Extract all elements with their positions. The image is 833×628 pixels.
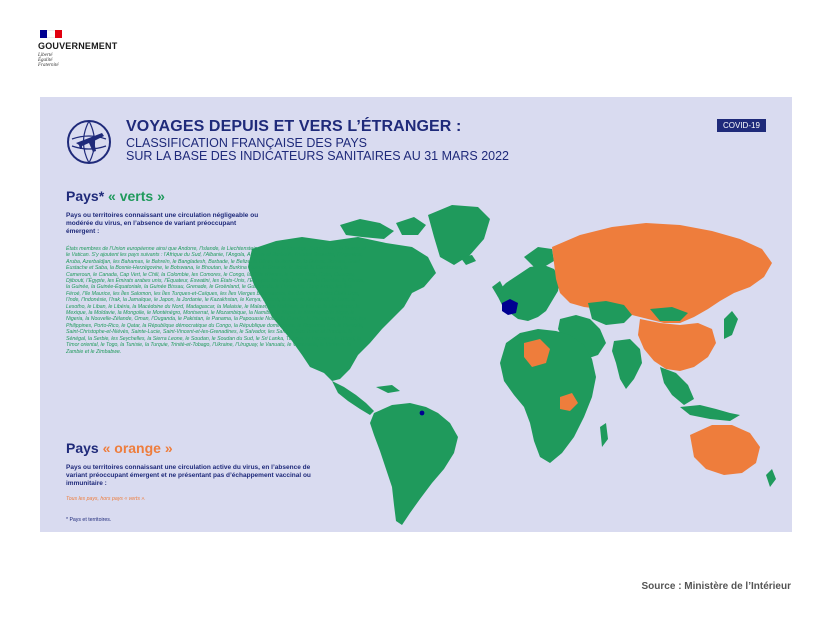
- motto-line: Liberté: [38, 53, 53, 58]
- greenland: [428, 205, 490, 265]
- orange-country-list: Tous les pays, hors pays « verts ».: [66, 496, 146, 502]
- heading-accent: « orange »: [102, 440, 173, 456]
- page-title: VOYAGES DEPUIS ET VERS L’ÉTRANGER :: [126, 118, 462, 135]
- org-name: GOUVERNEMENT: [38, 41, 118, 51]
- covid-badge: COVID-19: [717, 119, 766, 132]
- arctic-islands: [396, 217, 426, 235]
- india: [612, 339, 642, 389]
- japan: [724, 311, 738, 339]
- indonesia: [680, 405, 740, 421]
- heading-prefix: Pays: [66, 440, 103, 456]
- orange-description: Pays ou territoires connaissant une circulation active du virus, en l’absence de variant préoccupant émergent et ne présentant pas d’échappement vaccinal ou immunitaire :: [66, 464, 311, 487]
- south-america: [370, 403, 458, 525]
- new-zealand: [766, 469, 776, 487]
- plane-globe-icon: [66, 119, 112, 165]
- source-credit: Source : Ministère de l’Intérieur: [641, 581, 791, 592]
- australia: [690, 425, 760, 475]
- caribbean: [376, 385, 400, 393]
- arctic-islands: [340, 219, 394, 239]
- east-asia: [638, 319, 716, 371]
- french-guiana: [420, 411, 425, 416]
- government-logo: [38, 30, 158, 68]
- subtitle-line: SUR LA BASE DES INDICATEURS SANITAIRES AU 31 MARS 2022: [126, 149, 509, 163]
- subtitle-line: CLASSIFICATION FRANÇAISE DES PAYS: [126, 136, 368, 150]
- southeast-asia: [660, 367, 694, 405]
- french-flag-icon: [40, 30, 62, 38]
- motto-line: Fraternité: [38, 63, 59, 68]
- heading-accent: « verts »: [108, 188, 165, 204]
- heading-prefix: Pays*: [66, 188, 109, 204]
- page-subtitle: [126, 137, 586, 163]
- motto: [38, 53, 158, 68]
- green-country-list: États membres de l’Union européenne ainsi que Andorre, l’Islande, le Liechtenstein, Monaco, la Norvège, Saint-Marin, la Suisse et le Vatican. S’y ajoutent les pays suivants : l’Afrique du Sud, l’Albanie, l’Angola, Antigua-et-Barbuda, l’Arabie Saoudite, l’Argentine, Aruba, Azerbaïdjan, les Bahamas, le Bahreïn, le Bangladesh, Barbade, le Belize, le Bénin, la Birmanie, la Bolivie, Bonaire, Saint-Eustache et Saba, la Bosnie-Herzégovine, le Botswana, le Bhoutan, le Burkina Faso, le Burundi, le Brésil, le Cambodge, le Cameroun, le Canada, Cap Vert, le Chili, la Colombie, les Comores, le Congo, la Côte d’Ivoire, le Costa-Rica, Cuba, Curaçao, Djibouti, l’Égypte, les Émirats arabes unis, l’Équateur, Eswatini, les États-Unis, l’Éthiopie, les Fidji, le Gabon, la Gambie, le Ghana, la Guinée, la Guinée-Équatoriale, la Guinée Bissau, Grenade, le Groënland, le Guatemala, le Honduras, Hong-Kong, les Îles Féroé, l’île Maurice, les Îles Salomon, les Îles Turques-et-Caïques, les Îles Vierges britanniques, les Îles Vierges des États-Unis, l’Inde, l’Indonésie, l’Irak, la Jamaïque, le Japon, la Jordanie, le Kazakhstan, le Kenya, Kiribati, le Kosovo, le Koweït, le Laos, le Lesotho, le Liban, le Libéria, la Macédoine du Nord, Madagascar, la Malaisie, le Malawi, les Maldives, le Maroc, la Mauritanie, le Mexique, la Moldavie, la Mongolie, le Monténégro, Montserrat, le Mozambique, la Namibie, le Népal, le Nicaragua, le Niger, le Nigeria, la Nouvelle-Zélande, Oman, l’Ouganda, le Pakistan, le Panama, la Papouasie Nouvelle-Guinée, le Paraguay, le Pérou, les Philippines, Porto-Rico, le Qatar, la République démocratique du Congo, la République dominicaine, le Royaume-Uni, le Rwanda, Saint-Christophe-et-Niévès, Sainte-Lucie, Saint-Vincent-et-les-Grenadines, le Salvador, les Samoa, Sao Tomé-et-Principe, le Sénégal, la Serbie, les Seychelles, la Sierra Leone, le Soudan, le Soudan du Sud, le Sri Lanka, Taïwan, la Tanzanie, le Tchad, le Timor oriental, le Togo, la Tunisie, la Turquie, Trinité-et-Tobago, l’Ukraine, l’Uruguay, le Vanuatu, le Venezuela, le Vietnam, la Zambie et le Zimbabwe.: [66, 246, 366, 355]
- madagascar: [600, 423, 608, 447]
- green-description: Pays ou territoires connaissant une circulation négligeable ou modérée du virus, en l’absence de variant préoccupant émergent :: [66, 212, 259, 235]
- poster: [40, 97, 792, 532]
- central-america: [332, 381, 374, 415]
- green-heading: [66, 188, 165, 204]
- footnote: * Pays et territoires.: [66, 517, 112, 523]
- orange-heading: [66, 440, 173, 456]
- scandinavia: [524, 247, 554, 267]
- motto-line: Égalité: [38, 58, 53, 63]
